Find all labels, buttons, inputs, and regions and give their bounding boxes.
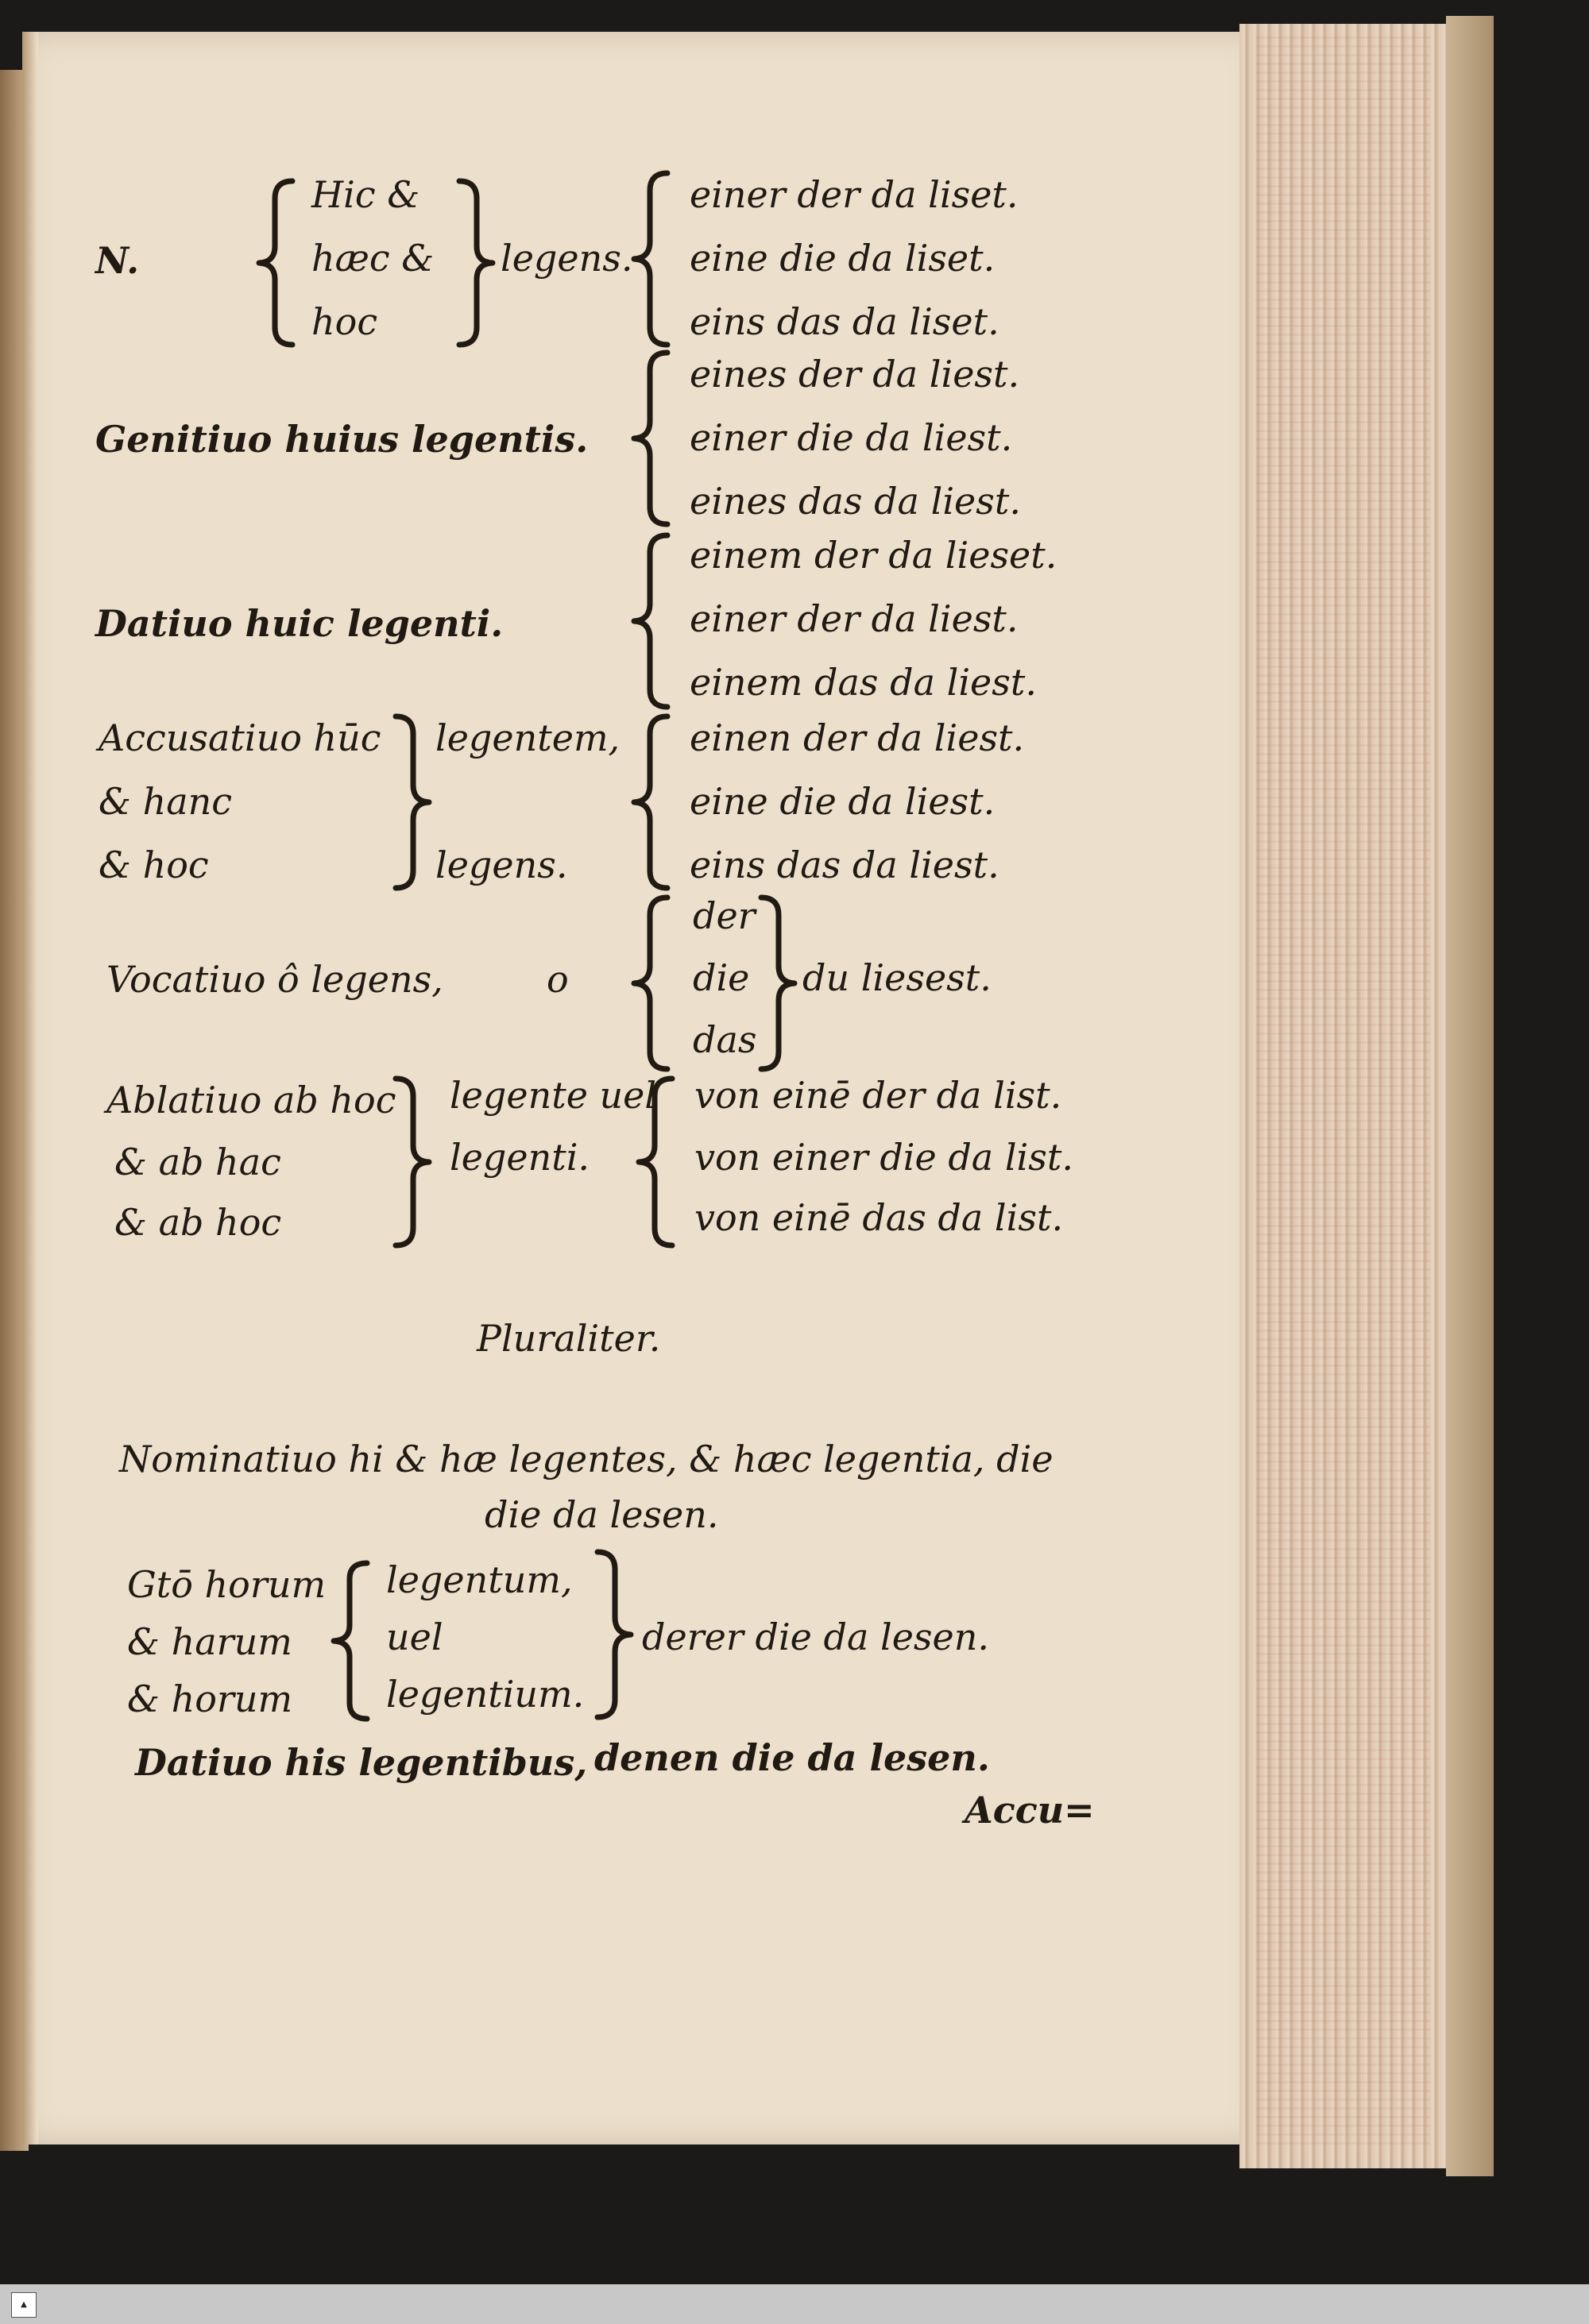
vocative-german: du liesest. bbox=[802, 956, 992, 999]
plural-genitive-latin-line-1: Gtō horum bbox=[127, 1563, 327, 1606]
vocative-article-das: das bbox=[693, 1018, 757, 1061]
genitive-german-brace bbox=[628, 348, 675, 529]
book-cover-edge bbox=[1446, 16, 1494, 2176]
dative-german-brace bbox=[628, 531, 675, 712]
vocative-articles-left-brace bbox=[628, 893, 675, 1074]
plural-genitive-latin-word-3: legentium. bbox=[386, 1673, 585, 1716]
genitive-german-1: eines der da liest. bbox=[690, 353, 1020, 396]
ablative-latin-line-2: & ab hac bbox=[114, 1141, 281, 1183]
nominative-german-2: eine die da liset. bbox=[690, 237, 996, 280]
plural-genitive-latin-line-2: & harum bbox=[127, 1620, 292, 1663]
accusative-german-3: eins das da liest. bbox=[690, 844, 999, 886]
page-edge-stains bbox=[1255, 32, 1430, 2144]
page-gutter bbox=[22, 32, 38, 2144]
nominative-german-1: einer der da liset. bbox=[690, 173, 1019, 216]
nominative-latin-form-3: hoc bbox=[311, 300, 378, 343]
vocative-interjection: o bbox=[547, 958, 569, 1001]
ablative-german-2: von einer die da list. bbox=[694, 1136, 1073, 1179]
accusative-german-brace bbox=[628, 712, 675, 893]
dative-german-1: einem der da lieset. bbox=[690, 534, 1057, 577]
nominative-german-brace bbox=[628, 168, 675, 349]
accusative-latin-brace bbox=[388, 712, 435, 893]
ablative-latin-line-3: & ab hoc bbox=[114, 1201, 282, 1244]
accusative-german-1: einen der da liest. bbox=[690, 716, 1025, 759]
vocative-article-der: der bbox=[693, 894, 756, 937]
vocative-articles-right-brace bbox=[753, 893, 801, 1074]
plural-genitive-latin-line-3: & horum bbox=[127, 1677, 293, 1720]
accusative-latin-line-3: & hoc bbox=[99, 844, 209, 886]
genitive-german-2: einer die da liest. bbox=[690, 416, 1013, 459]
library-logo-icon: ▲ bbox=[11, 2292, 37, 2318]
ablative-latin-word-1: legente uel bbox=[450, 1074, 657, 1117]
plural-genitive-german: derer die da lesen. bbox=[642, 1616, 989, 1658]
ablative-german-brace bbox=[632, 1074, 680, 1250]
plural-nominative-line-1: Nominatiuo hi & hæ legentes, & hæc legentia, die bbox=[119, 1438, 1054, 1480]
nominative-left-brace bbox=[253, 176, 300, 349]
nominative-right-brace bbox=[451, 176, 499, 349]
accusative-latin-word-1: legentem, bbox=[435, 716, 621, 759]
nominative-marker: N. bbox=[95, 239, 140, 282]
nominative-german-3: eins das da liset. bbox=[690, 300, 999, 343]
nominative-latin-form-1: Hic & bbox=[311, 173, 420, 216]
plural-dative-latin: Datiuo his legentibus, bbox=[135, 1741, 588, 1784]
vocative-latin: Vocatiuo ô legens, bbox=[106, 958, 443, 1001]
viewer-footer-band bbox=[0, 2284, 1589, 2324]
genitive-german-3: eines das da liest. bbox=[690, 480, 1021, 523]
catchword: Accu= bbox=[965, 1789, 1095, 1832]
plural-genitive-latin-word-2: uel bbox=[386, 1616, 443, 1658]
plural-heading: Pluraliter. bbox=[477, 1317, 661, 1360]
ablative-german-1: von einē der da list. bbox=[694, 1074, 1062, 1117]
accusative-latin-line-2: & hanc bbox=[99, 780, 233, 823]
plural-genitive-left-brace bbox=[327, 1558, 375, 1724]
genitive-latin: Genitiuo huius legentis. bbox=[95, 418, 589, 461]
ablative-latin-brace bbox=[388, 1074, 435, 1250]
accusative-latin-word-2: legens. bbox=[435, 844, 568, 886]
ablative-latin-word-2: legenti. bbox=[450, 1136, 590, 1179]
nominative-latin-form-2: hæc & bbox=[311, 237, 435, 280]
plural-nominative-line-2: die da lesen. bbox=[485, 1493, 719, 1536]
nominative-latin-word: legens. bbox=[501, 237, 633, 280]
ablative-latin-line-1: Ablatiuo ab hoc bbox=[106, 1079, 396, 1121]
plural-dative-german: denen die da lesen. bbox=[594, 1736, 990, 1779]
accusative-german-2: eine die da liest. bbox=[690, 780, 996, 823]
vocative-article-die: die bbox=[693, 956, 750, 999]
plural-genitive-latin-word-1: legentum, bbox=[386, 1558, 573, 1601]
dative-german-3: einem das da liest. bbox=[690, 661, 1037, 704]
ablative-german-3: von einē das da list. bbox=[694, 1196, 1064, 1239]
accusative-latin-line-1: Accusatiuo hūc bbox=[99, 716, 381, 759]
dative-german-2: einer der da liest. bbox=[690, 597, 1019, 640]
plural-genitive-right-brace bbox=[590, 1547, 637, 1722]
dative-latin: Datiuo huic legenti. bbox=[95, 602, 504, 645]
